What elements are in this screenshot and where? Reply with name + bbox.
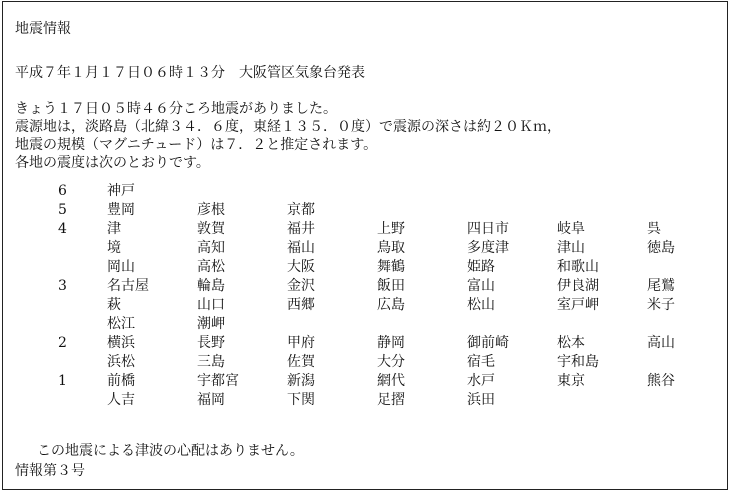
intensity-row <box>3 201 727 219</box>
city-name: 神戸 <box>107 183 135 199</box>
city-name: 下関 <box>287 392 315 408</box>
bulletin-title: 地震情報 <box>15 21 71 37</box>
city-name: 前橋 <box>107 373 135 389</box>
city-name: 彦根 <box>197 202 225 218</box>
city-name: 岐阜 <box>557 221 585 237</box>
city-name: 大阪 <box>287 259 315 275</box>
city-name: 米子 <box>647 297 675 313</box>
intensity-row <box>3 239 727 257</box>
city-name: 宿毛 <box>467 354 495 370</box>
city-name: 多度津 <box>467 240 509 256</box>
intensity-value: 3 <box>58 278 67 294</box>
city-name: 水戸 <box>467 373 495 389</box>
city-name: 長野 <box>197 335 225 351</box>
intensity-value: 5 <box>58 202 67 218</box>
intensity-row <box>3 372 727 390</box>
intensity-row <box>3 391 727 409</box>
city-name: 松山 <box>467 297 495 313</box>
city-name: 東京 <box>557 373 585 389</box>
city-name: 上野 <box>377 221 405 237</box>
city-name: 岡山 <box>107 259 135 275</box>
city-name: 豊岡 <box>107 202 135 218</box>
city-name: 西郷 <box>287 297 315 313</box>
city-name: 鳥取 <box>377 240 405 256</box>
city-name: 姫路 <box>467 259 495 275</box>
city-name: 名古屋 <box>107 278 149 294</box>
city-name: 福岡 <box>197 392 225 408</box>
city-name: 室戸岬 <box>557 297 599 313</box>
intensity-row <box>3 220 727 238</box>
city-name: 津 <box>107 221 121 237</box>
city-name: 横浜 <box>107 335 135 351</box>
city-name: 津山 <box>557 240 585 256</box>
earthquake-bulletin <box>3 2 727 489</box>
city-name: 宇和島 <box>557 354 599 370</box>
city-name: 金沢 <box>287 278 315 294</box>
intensity-row <box>3 296 727 314</box>
city-name: 浜田 <box>467 392 495 408</box>
city-name: 舞鶴 <box>377 259 405 275</box>
city-name: 京都 <box>287 202 315 218</box>
intensity-row <box>3 315 727 333</box>
bulletin-frame <box>2 1 728 490</box>
city-name: 三島 <box>197 354 225 370</box>
city-name: 甲府 <box>287 335 315 351</box>
city-name: 和歌山 <box>557 259 599 275</box>
city-name: 潮岬 <box>197 316 225 332</box>
city-name: 福山 <box>287 240 315 256</box>
city-name: 福井 <box>287 221 315 237</box>
city-name: 萩 <box>107 297 121 313</box>
city-name: 徳島 <box>647 240 675 256</box>
intensity-row <box>3 353 727 371</box>
city-name: 山口 <box>197 297 225 313</box>
city-name: 広島 <box>377 297 405 313</box>
city-name: 尾鷲 <box>647 278 675 294</box>
city-name: 高知 <box>197 240 225 256</box>
body-line: 震源地は，淡路島（北緯３４．６度，東経１３５．０度）で震源の深さは約２０Ｋｍ， <box>15 119 561 135</box>
city-name: 高山 <box>647 335 675 351</box>
city-name: 呉 <box>647 221 661 237</box>
city-name: 大分 <box>377 354 405 370</box>
body-line: きょう１７日０５時４６分ころ地震がありました。 <box>15 101 337 117</box>
city-name: 輪島 <box>197 278 225 294</box>
city-name: 熊谷 <box>647 373 675 389</box>
city-name: 松本 <box>557 335 585 351</box>
city-name: 静岡 <box>377 335 405 351</box>
city-name: 松江 <box>107 316 135 332</box>
bulletin-number: 情報第３号 <box>15 463 85 479</box>
intensity-row <box>3 258 727 276</box>
city-name: 宇都宮 <box>197 373 239 389</box>
city-name: 高松 <box>197 259 225 275</box>
city-name: 新潟 <box>287 373 315 389</box>
intensity-value: 6 <box>58 183 67 199</box>
tsunami-notice: この地震による津波の心配はありません。 <box>37 443 304 459</box>
city-name: 御前崎 <box>467 335 509 351</box>
body-line: 地震の規模（マグニチュード）は７．２と推定されます。 <box>15 137 378 153</box>
intensity-value: 1 <box>58 373 67 389</box>
city-name: 人吉 <box>107 392 135 408</box>
city-name: 飯田 <box>377 278 405 294</box>
issued-line: 平成７年１月１７日０６時１３分 大阪管区気象台発表 <box>15 65 365 81</box>
intensity-value: 4 <box>58 221 67 237</box>
city-name: 境 <box>107 240 121 256</box>
intensity-value: 2 <box>58 335 67 351</box>
intensity-row <box>3 277 727 295</box>
city-name: 四日市 <box>467 221 509 237</box>
city-name: 富山 <box>467 278 495 294</box>
intensity-row <box>3 334 727 352</box>
body-line: 各地の震度は次のとおりです。 <box>15 155 210 171</box>
city-name: 敦賀 <box>197 221 225 237</box>
city-name: 浜松 <box>107 354 135 370</box>
intensity-row <box>3 182 727 200</box>
city-name: 足摺 <box>377 392 405 408</box>
city-name: 伊良湖 <box>557 278 599 294</box>
city-name: 佐賀 <box>287 354 315 370</box>
city-name: 網代 <box>377 373 405 389</box>
